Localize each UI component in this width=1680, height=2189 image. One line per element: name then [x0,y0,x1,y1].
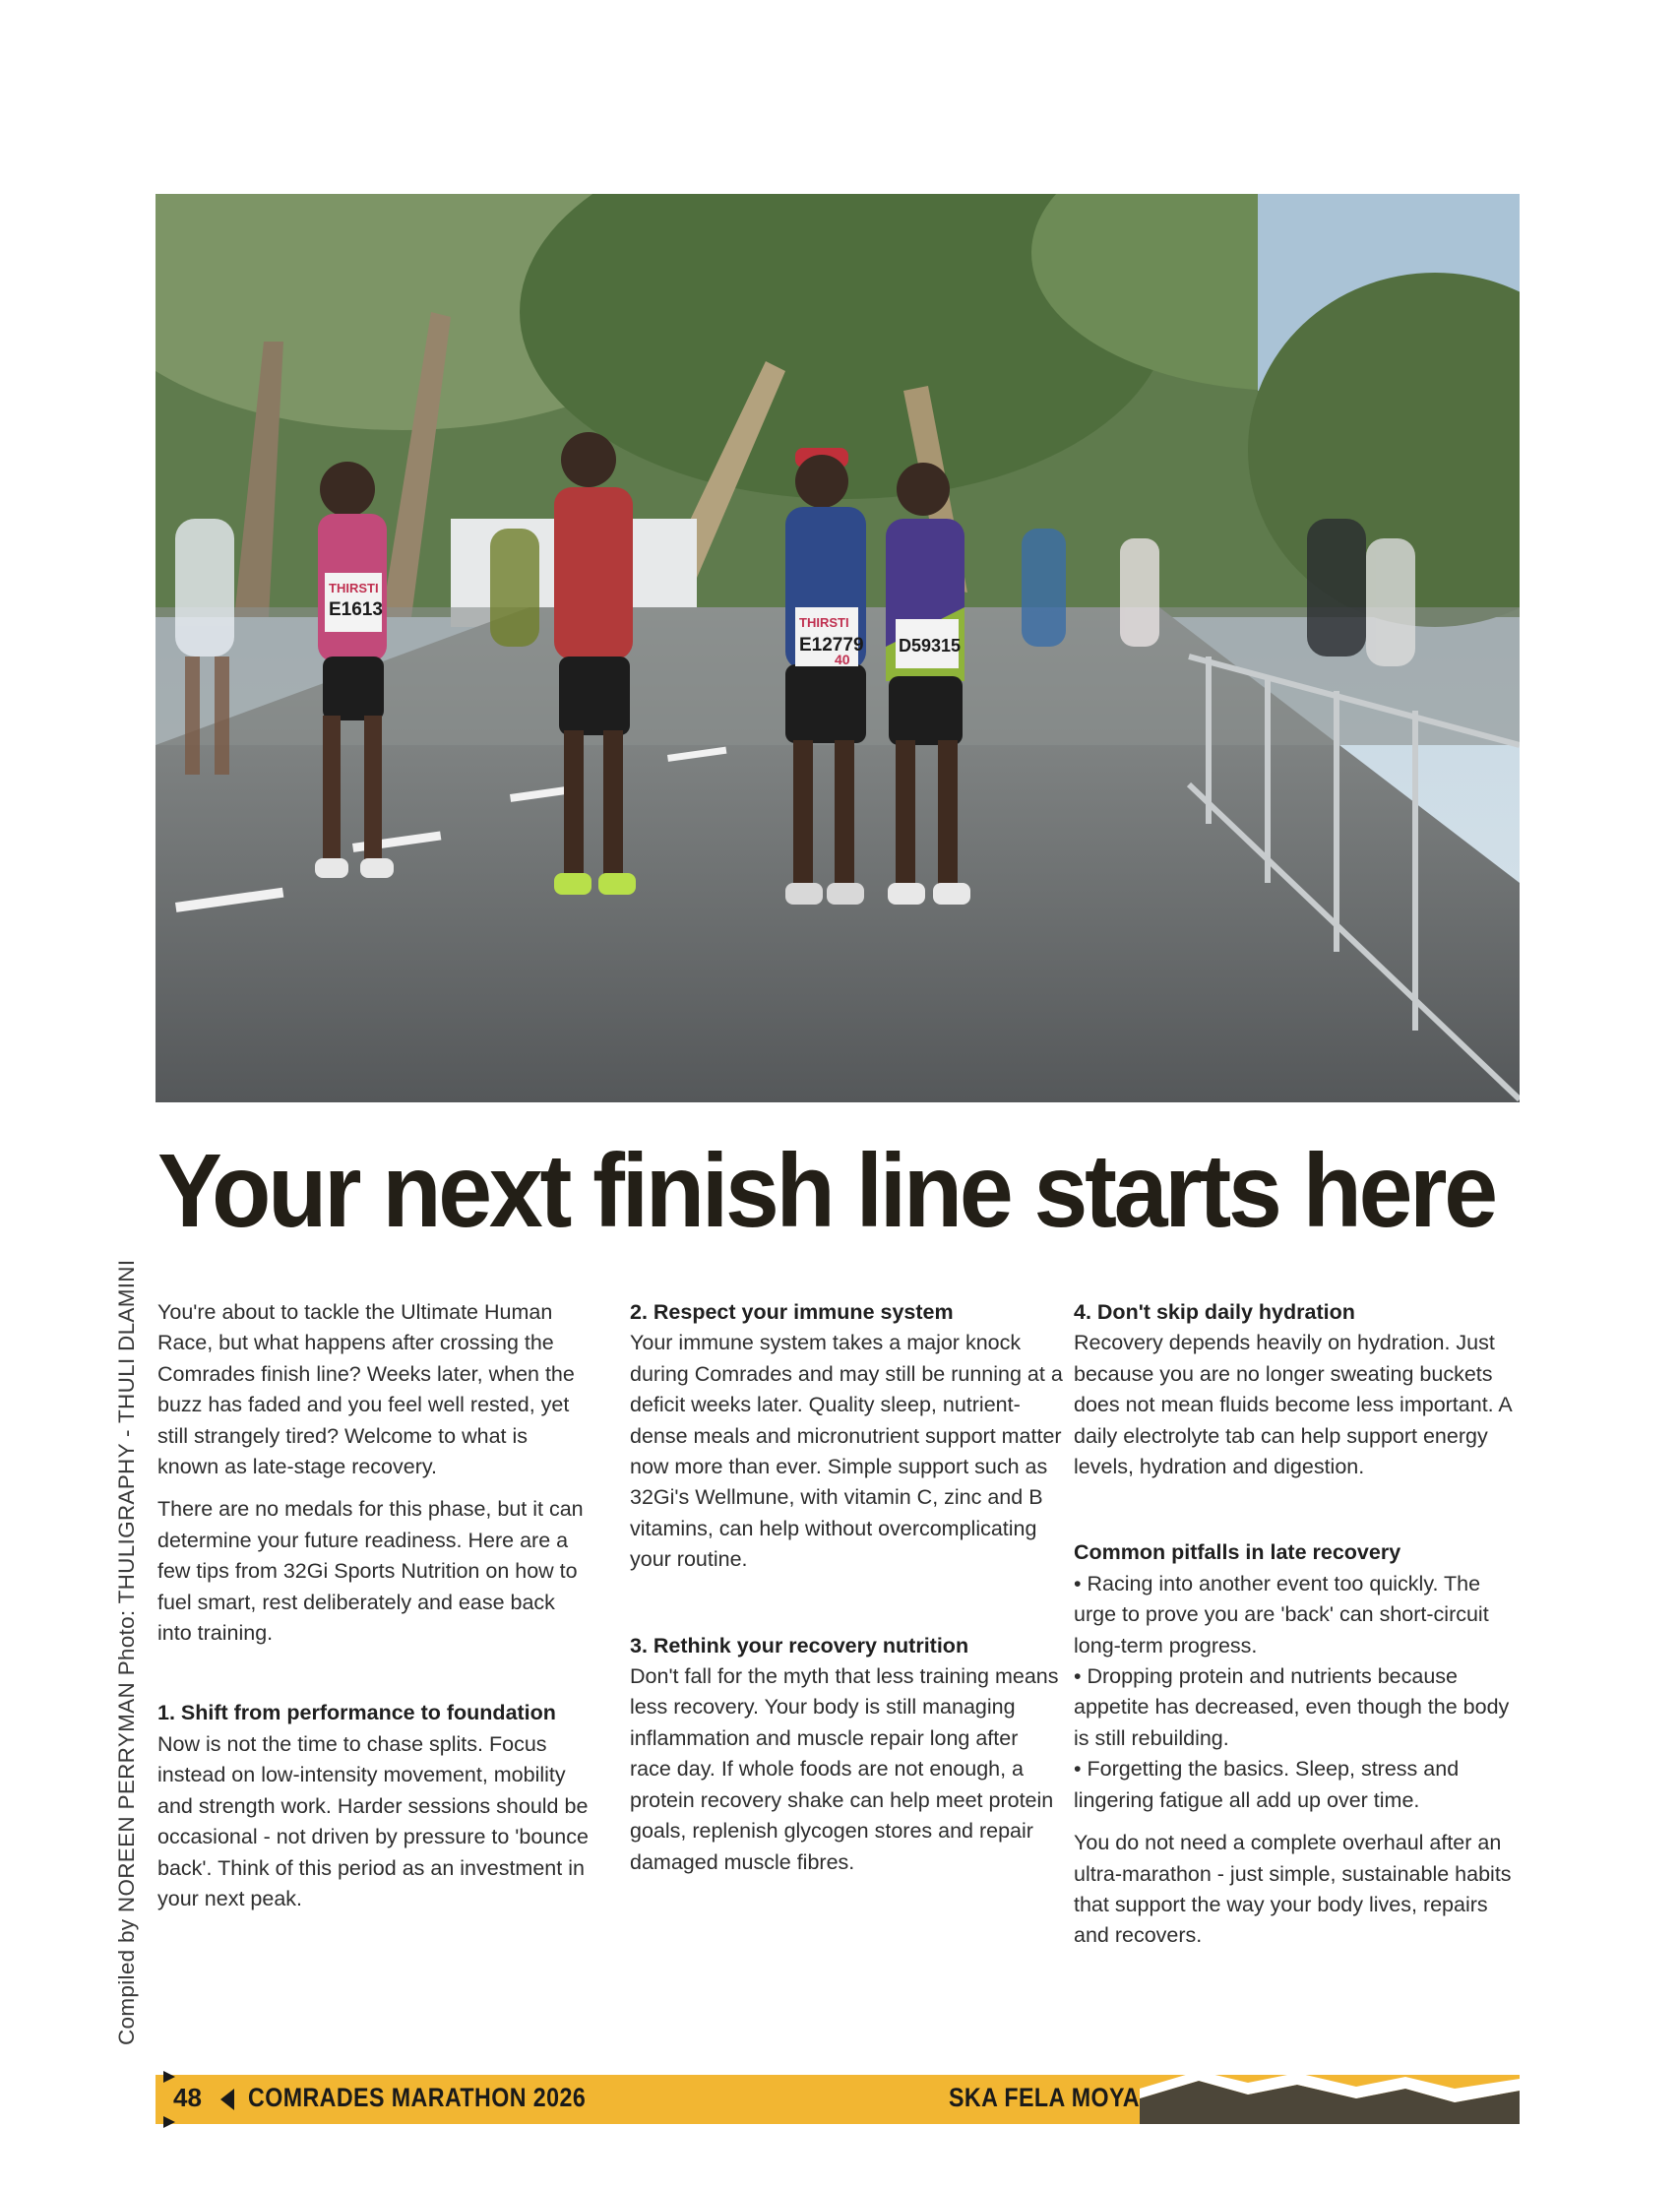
section-1-heading: 1. Shift from performance to foundation [157,1701,556,1725]
section-2-body: Your immune system takes a major knock during Comrades and may still be running at a deficit weeks later. Quality sleep, nutrient-dense meals and micronutrient support matter now more than ever. Simple support such as 32Gi's Wellmune, with vitamin C, zinc and B vitamins, can help without overcomplicating your routine. [630,1331,1063,1572]
bib-number-3: E12779 [799,635,864,656]
section-3-heading: 3. Rethink your recovery nutrition [630,1633,969,1657]
intro-paragraph-2: There are no medals for this phase, but it can determine your future readiness. Here are a few tips from 32Gi Sports Nutrition on how to fuel smart, rest deliberately and ease back into training. [157,1497,584,1646]
pitfalls-heading: Common pitfalls in late recovery [1074,1540,1401,1565]
bib-top-text-3: THIRSTI [799,615,849,630]
photo-credit: Compiled by NOREEN PERRYMAN Photo: THULIGRAPHY - THULI DLAMINI [114,1259,139,2045]
closing-paragraph: You do not need a complete overhaul after an ultra-marathon - just simple, sustainable habits that support the way your body lives, repairs and recovers. [1074,1831,1512,1948]
section-4-heading: 4. Don't skip daily hydration [1074,1300,1355,1324]
bib-number-4: D59315 [899,636,962,656]
section-1-body: Now is not the time to chase splits. Focus instead on low-intensity movement, mobility and strength work. Harder sessions should be occasional - not driven by pressure to 'bounce back'. Think of this period as an investment in your next peak. [157,1731,589,1910]
bib-number-1: E1613 [329,599,383,620]
intro-paragraph-1: You're about to tackle the Ultimate Human Race, but what happens after crossing the Comrades finish line? Weeks later, when the buzz has faded and you feel well rested, yet still strangely tired? Welcome to what is known as late-stage recovery. [157,1300,575,1479]
pitfall-item-3: • Forgetting the basics. Sleep, stress and lingering fatigue all add up over time. [1074,1757,1460,1812]
page-footer [156,2069,1520,2130]
race-photo-illustration [156,194,1520,1102]
footer-publication-title: COMRADES MARATHON 2026 [248,2083,587,2112]
bib-40-text: 40 [835,652,850,667]
hero-photo [156,194,1520,1102]
article-headline: Your next finish line starts here [157,1133,1495,1249]
section-3-body: Don't fall for the myth that less training means less recovery. Your body is still managing inflammation and muscle repair long after race day. If whole foods are not enough, a protein recovery shake can help meet protein goals, replenish glycogen stores and repair damaged muscle fibres. [630,1664,1059,1874]
article-column-3 [1074,1297,1517,1964]
section-4-body: Recovery depends heavily on hydration. Just because you are no longer sweating buckets does not mean fluids become less important. A daily electrolyte tab can help support energy levels, hydration and digestion. [1074,1331,1512,1479]
page-number: 48 [173,2083,202,2112]
article-column-1 [157,1297,591,1926]
footer-slogan: SKA FELA MOYA [949,2083,1140,2112]
pitfall-item-1: • Racing into another event too quickly. The urge to prove you are 'back' can short-circuit long-term progress. [1074,1571,1489,1657]
bib-top-text-1: THIRSTI [329,581,379,595]
section-2-heading: 2. Respect your immune system [630,1300,954,1324]
article-column-2 [630,1297,1063,1890]
pitfall-item-2: • Dropping protein and nutrients because appetite has decreased, even though the body is still rebuilding. [1074,1664,1510,1750]
